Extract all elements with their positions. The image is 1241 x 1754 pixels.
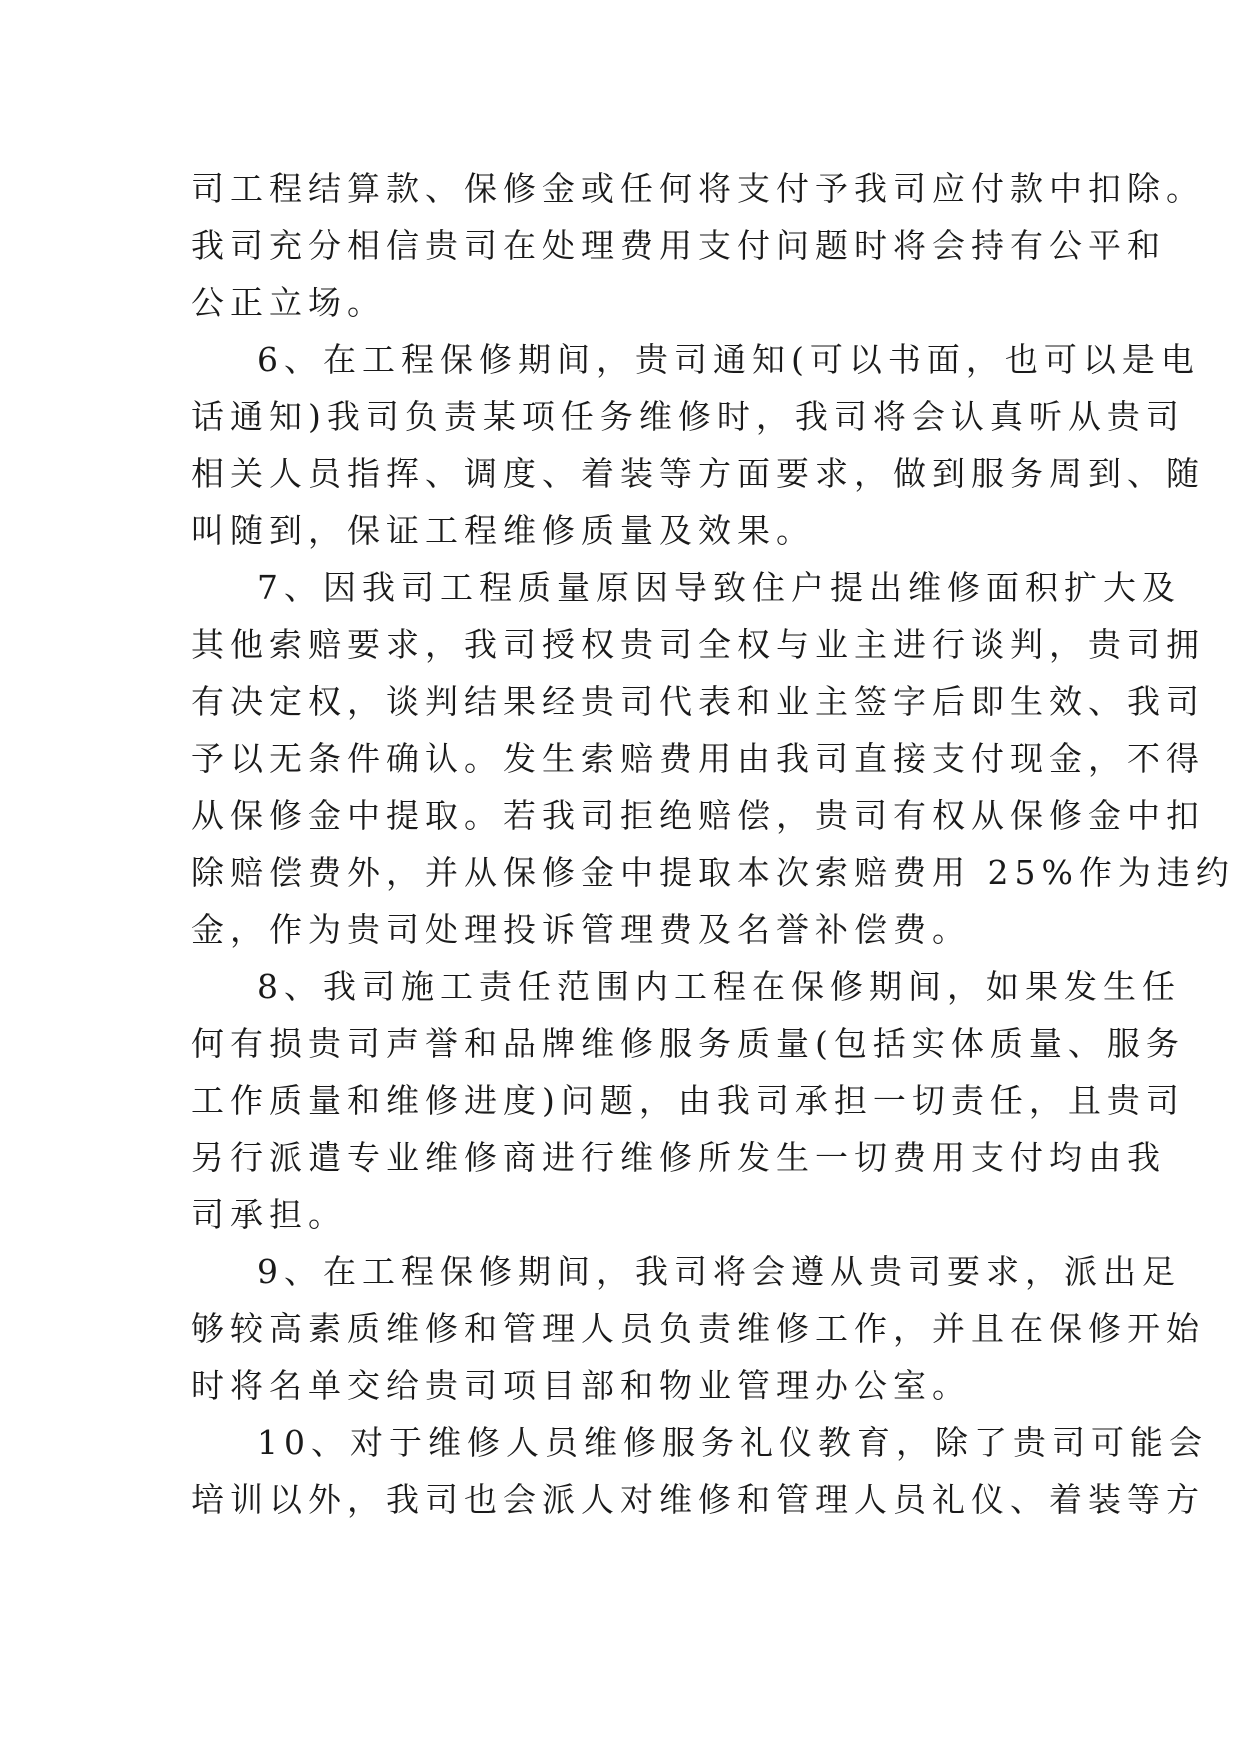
text-line: 相关人员指挥、调度、着装等方面要求，做到服务周到、随 [191,454,1205,493]
text-line: 其他索赔要求，我司授权贵司全权与业主进行谈判，贵司拥 [191,625,1205,664]
paragraph-6-start: 6、在工程保修期间，贵司通知(可以书面，也可以是电 [191,340,1200,379]
text-line: 培训以外，我司也会派人对维修和管理人员礼仪、着装等方 [191,1480,1205,1519]
text-line: 够较高素质维修和管理人员负责维修工作，并且在保修开始 [191,1309,1205,1348]
text-line: 有决定权，谈判结果经贵司代表和业主签字后即生效、我司 [191,682,1205,721]
paragraph-7-start: 7、因我司工程质量原因导致住户提出维修面积扩大及 [191,568,1181,607]
text-line: 予以无条件确认。发生索赔费用由我司直接支付现金，不得 [191,739,1205,778]
text-line: 司承担。 [191,1195,347,1234]
text-line: 话通知)我司负责某项任务维修时，我司将会认真听从贵司 [191,397,1185,436]
text-line: 我司充分相信贵司在处理费用支付问题时将会持有公平和 [191,226,1166,265]
paragraph-9-start: 9、在工程保修期间，我司将会遵从贵司要求，派出足 [191,1252,1181,1291]
text-line: 何有损贵司声誉和品牌维修服务质量(包括实体质量、服务 [191,1024,1185,1063]
text-line: 金，作为贵司处理投诉管理费及名誉补偿费。 [191,910,971,949]
text-line: 从保修金中提取。若我司拒绝赔偿，贵司有权从保修金中扣 [191,796,1205,835]
text-line: 除赔偿费外，并从保修金中提取本次索赔费用 25%作为违约 [191,853,1235,892]
text-line: 司工程结算款、保修金或任何将支付予我司应付款中扣除。 [191,169,1205,208]
text-line: 时将名单交给贵司项目部和物业管理办公室。 [191,1366,971,1405]
text-line: 另行派遣专业维修商进行维修所发生一切费用支付均由我 [191,1138,1166,1177]
text-line: 叫随到，保证工程维修质量及效果。 [191,511,815,550]
paragraph-10-start: 10、对于维修人员维修服务礼仪教育，除了贵司可能会 [191,1423,1208,1462]
text-line: 工作质量和维修进度)问题，由我司承担一切责任，且贵司 [191,1081,1185,1120]
paragraph-8-start: 8、我司施工责任范围内工程在保修期间，如果发生任 [191,967,1181,1006]
text-line: 公正立场。 [191,283,386,322]
document-body [191,160,1235,1528]
